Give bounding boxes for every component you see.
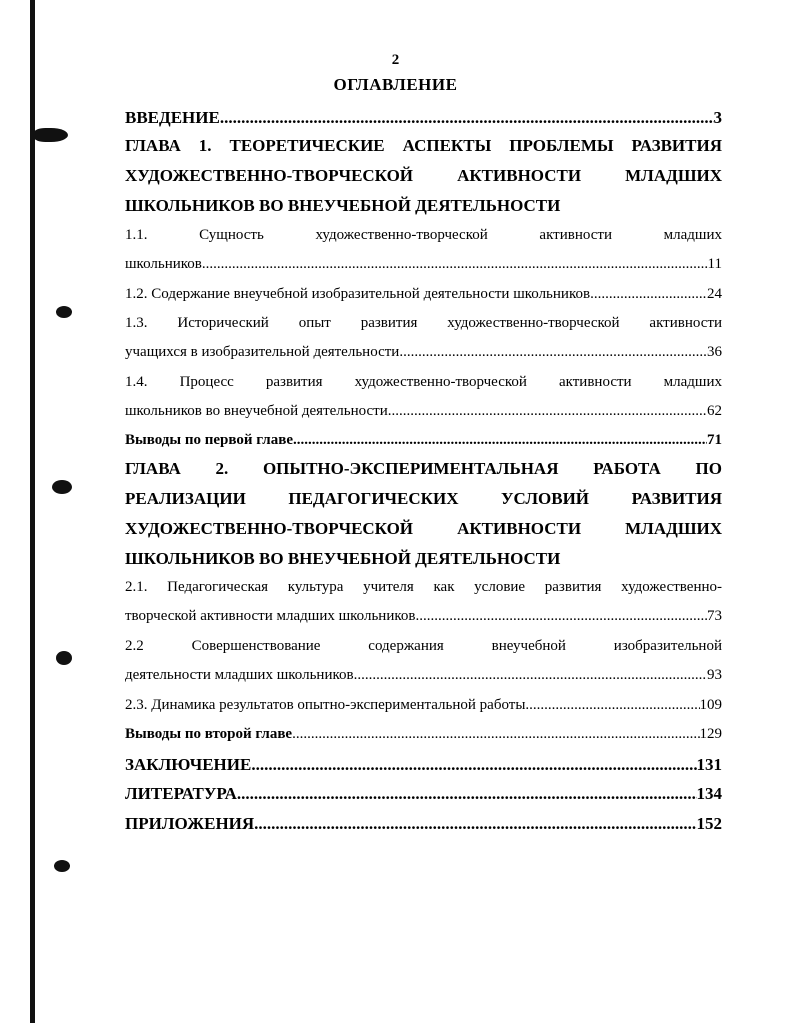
dot-leader bbox=[399, 338, 707, 367]
entry-page: 93 bbox=[707, 667, 722, 683]
binding-hole-mark bbox=[34, 128, 68, 142]
page-number: 2 bbox=[391, 52, 400, 68]
entry-page: 36 bbox=[707, 344, 722, 360]
toc-title: ОГЛАВЛЕНИЕ bbox=[333, 75, 458, 94]
entry-text-line2: творческой активности младших школьников bbox=[125, 608, 416, 624]
entry-text-line2: школьников bbox=[125, 256, 202, 272]
toc-entry-section-1-4[interactable] bbox=[125, 368, 722, 426]
toc-entry-section-1-3[interactable] bbox=[125, 309, 722, 367]
entry-text-line2: учащихся в изобразительной деятельности bbox=[125, 344, 400, 360]
toc-entry-conclusions-1[interactable] bbox=[125, 426, 722, 455]
toc-entry-section-2-3[interactable] bbox=[125, 691, 722, 720]
entry-page: 129 bbox=[699, 726, 722, 742]
toc-entry-chapter-1[interactable] bbox=[125, 131, 722, 221]
entry-page: 152 bbox=[696, 814, 722, 833]
binding-hole-mark bbox=[56, 651, 72, 665]
entry-text-line1: 1.4. Процесс развития художественно-творческой активности младших bbox=[125, 374, 722, 390]
chapter-heading-line: ХУДОЖЕСТВЕННО-ТВОРЧЕСКОЙ АКТИВНОСТИ МЛАДШИХ bbox=[125, 166, 722, 185]
chapter-heading-line: ШКОЛЬНИКОВ ВО ВНЕУЧЕБНОЙ ДЕЯТЕЛЬНОСТИ bbox=[125, 549, 561, 568]
entry-text: Выводы по второй главе bbox=[125, 726, 293, 742]
entry-page: 109 bbox=[699, 697, 722, 713]
entry-page: 11 bbox=[707, 256, 722, 272]
dot-leader bbox=[254, 809, 696, 838]
dot-leader bbox=[251, 750, 696, 779]
binding-hole-mark bbox=[52, 480, 72, 494]
entry-text-line1: 2.1. Педагогическая культура учителя как условие развития художественно- bbox=[125, 579, 722, 595]
entry-text-line1: 1.1. Сущность художественно-творческой активности младших bbox=[125, 227, 722, 243]
toc-entry-section-2-1[interactable] bbox=[125, 573, 722, 631]
dot-leader bbox=[415, 602, 707, 631]
dot-leader bbox=[237, 779, 697, 808]
dot-leader bbox=[590, 280, 707, 309]
entry-page: 131 bbox=[696, 755, 722, 774]
scan-border bbox=[30, 0, 35, 1023]
entry-text: 1.2. Содержание внеучебной изобразительной деятельности школьников bbox=[125, 286, 591, 302]
dot-leader bbox=[292, 720, 699, 749]
entry-text: ЗАКЛЮЧЕНИЕ bbox=[125, 755, 252, 774]
entry-page: 24 bbox=[707, 286, 722, 302]
toc-entry-conclusion[interactable] bbox=[125, 750, 722, 779]
binding-hole-mark bbox=[56, 306, 72, 318]
binding-hole-mark bbox=[54, 860, 70, 872]
dot-leader bbox=[525, 691, 699, 720]
chapter-heading-line: ГЛАВА 2. ОПЫТНО-ЭКСПЕРИМЕНТАЛЬНАЯ РАБОТА ПО bbox=[125, 459, 722, 478]
dot-leader bbox=[388, 397, 707, 426]
chapter-heading-line: ГЛАВА 1. ТЕОРЕТИЧЕСКИЕ АСПЕКТЫ ПРОБЛЕМЫ РАЗВИТИЯ bbox=[125, 136, 722, 155]
entry-text: ПРИЛОЖЕНИЯ bbox=[125, 814, 255, 833]
entry-text: ЛИТЕРАТУРА bbox=[125, 784, 237, 803]
entry-text-line1: 2.2 Совершенствование содержания внеучебной изобразительной bbox=[125, 638, 722, 654]
toc-entry-appendix[interactable] bbox=[125, 809, 722, 838]
entry-page: 134 bbox=[696, 784, 722, 803]
chapter-heading-line: ШКОЛЬНИКОВ ВО ВНЕУЧЕБНОЙ ДЕЯТЕЛЬНОСТИ bbox=[125, 196, 561, 215]
chapter-heading-line: ХУДОЖЕСТВЕННО-ТВОРЧЕСКОЙ АКТИВНОСТИ МЛАДШИХ bbox=[125, 519, 722, 538]
toc-entry-intro[interactable] bbox=[125, 103, 722, 132]
entry-text-line2: деятельности младших школьников bbox=[125, 667, 354, 683]
entry-text: Выводы по первой главе bbox=[125, 432, 293, 448]
toc-entry-section-2-2[interactable] bbox=[125, 632, 722, 690]
entry-text: ВВЕДЕНИЕ bbox=[125, 108, 220, 127]
dot-leader bbox=[220, 103, 714, 132]
toc-entry-section-1-2[interactable] bbox=[125, 280, 722, 309]
dot-leader bbox=[202, 250, 708, 279]
entry-page: 73 bbox=[707, 608, 722, 624]
entry-page: 71 bbox=[707, 432, 722, 448]
dot-leader bbox=[293, 426, 707, 455]
toc-entry-section-1-1[interactable] bbox=[125, 221, 722, 279]
entry-text-line1: 1.3. Исторический опыт развития художественно-творческой активности bbox=[125, 315, 722, 331]
dot-leader bbox=[354, 661, 707, 690]
toc-entry-conclusions-2[interactable] bbox=[125, 720, 722, 749]
entry-text-line2: школьников во внеучебной деятельности bbox=[125, 403, 388, 419]
toc-entry-literature[interactable] bbox=[125, 779, 722, 808]
entry-page: 62 bbox=[707, 403, 722, 419]
toc-entry-chapter-2[interactable] bbox=[125, 454, 722, 574]
chapter-heading-line: РЕАЛИЗАЦИИ ПЕДАГОГИЧЕСКИХ УСЛОВИЙ РАЗВИТИЯ bbox=[125, 489, 722, 508]
entry-page: 3 bbox=[713, 108, 722, 127]
entry-text: 2.3. Динамика результатов опытно-экспериментальной работы bbox=[125, 697, 526, 713]
